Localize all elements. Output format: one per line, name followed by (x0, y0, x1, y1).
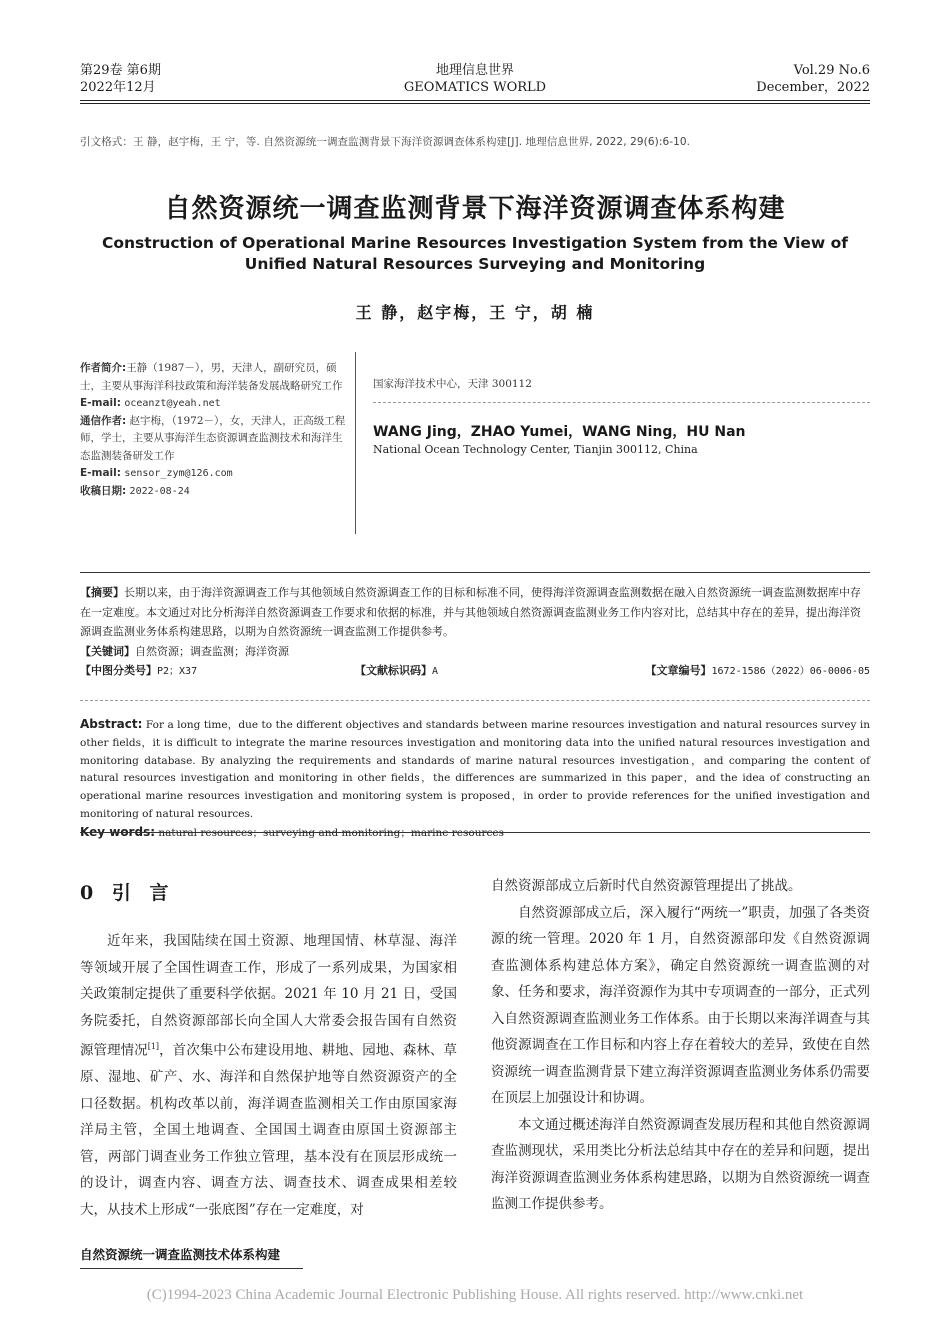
volume-issue: 第29卷 第6期 (80, 63, 161, 78)
authors-en: WANG Jing，ZHAO Yumei，WANG Ning，HU Nan (373, 424, 746, 440)
footer-section-label: 自然资源统一调查监测技术体系构建 (80, 1247, 281, 1262)
article-no-value: 1672-1586（2022）06-0006-05 (711, 666, 870, 677)
issue-date: 2022年12月 (80, 80, 156, 95)
keywords-en-row (80, 824, 870, 843)
body-column-right (491, 873, 870, 1218)
citation-format: 引文格式：王 静，赵宇梅，王 宁，等. 自然资源统一调查监测背景下海洋资源调查体系构建[J]. 地理信息世界, 2022, 29(6):6-10. (80, 136, 691, 148)
abstract-divider (80, 700, 870, 701)
keywords-cn: 自然资源；调查监测；海洋资源 (135, 644, 289, 658)
body-paragraph: 本文通过概述海洋自然资源调查发展历程和其他自然资源调查监测现状，采用类比分析法总结其中存在的差异和问题，提出海洋资源调查监测业务体系构建思路，以期为自然资源统一调查监测工作提供参考。 (491, 1116, 870, 1212)
clc-field (80, 661, 197, 682)
body-paragraph: 自然资源部成立后，深入履行“两统一”职责，加强了各类资源的统一管理。2020 年 1 月，自然资源部印发《自然资源调查监测体系构建总体方案》，确定自然资源统一调查监测的对象、任务和要求，海洋资源作为其中专项调查的一部分，正式列入自然资源调查监测业务工作体系。由于长期以来海洋调查与其他资源调查在工作目标和内容上存在着较大的差异，致使在自然资源统一调查监测背景下建立海洋资源调查监测业务体系仍需要在顶层上加强设计和协调。 (491, 904, 870, 1106)
journal-volume-info-en (756, 62, 870, 96)
article-no-label: 【文章编号】 (645, 664, 712, 677)
body-text: 近年来，我国陆续在国土资源、地理国情、林草湿、海洋等领域开展了全国性调查工作，形成了一系列成果，为国家相关政策制定提供了重要科学依据。2021 年 10 月 21 日，受国务院委托，自然资源部部长向全国人大常委会报告国有自然资源管理情况 (80, 933, 457, 1059)
section-heading: 0 引 言 (80, 882, 175, 904)
doc-code-field (355, 661, 438, 682)
corresponding-email[interactable]: sensor_zym@126.com (124, 468, 233, 479)
body-column-left (80, 928, 457, 1223)
keywords-en-label: Key words: (80, 824, 156, 839)
article-title-en: Construction of Operational Marine Resources Investigation System from the View of Unified Natural Resources Surveying and Monitoring (102, 234, 848, 273)
journal-name-cn: 地理信息世界 (435, 63, 514, 78)
keywords-cn-row (80, 642, 870, 662)
corresponding-text: 赵宇梅，（1972－），女，天津人，正高级工程师，学士，主要从事海洋生态资源调查监测技术和海洋生态监测装备研发工作 (80, 414, 346, 462)
reference-mark[interactable]: [1] (147, 1042, 160, 1051)
abstract-en-label: Abstract: (80, 717, 143, 731)
body-text: ，首次集中公布建设用地、耕地、园地、森林、草原、湿地、矿产、水、海洋和自然保护地等自然资源资产的全口径数据。机构改革以前，海洋调查监测相关工作由原国家海洋局主管，全国土地调查、全国国土调查由原国土资源部主管，两部门调查业务工作独立管理，基本没有在顶层形成统一的设计，调查内容、调查方法、调查技术、调查成果相差较大，从技术上形成“一张底图”存在一定难度，对 (80, 1042, 458, 1218)
cnki-watermark: (C)1994-2023 China Academic Journal Electronic Publishing House. All rights reserved. http://www.cnki.net (146, 1287, 804, 1303)
abstract-en-body (80, 716, 870, 824)
abstract-bottom-rule (80, 832, 870, 833)
clc-value: P2；X37 (157, 666, 198, 677)
doc-code-label: 【文献标识码】 (355, 664, 432, 677)
bio-label: 作者简介: (80, 362, 127, 374)
journal-name-en: GEOMATICS WORLD (403, 80, 547, 95)
author-info (80, 360, 348, 500)
authors-cn: 王 静，赵宇梅，王 宁，胡 楠 (355, 303, 595, 322)
volume-issue-en: Vol.29 No.6 (793, 63, 870, 78)
header-rule (80, 100, 870, 101)
body-paragraph: 自然资源部成立后新时代自然资源管理提出了挑战。 (491, 878, 802, 894)
journal-name (375, 62, 575, 96)
received-date: 2022-08-24 (129, 485, 190, 497)
header-rule-thin (80, 103, 870, 104)
issue-date-en: December，2022 (756, 80, 870, 95)
article-title-cn: 自然资源统一调查监测背景下海洋资源调查体系构建 (164, 194, 786, 224)
clc-label: 【中图分类号】 (80, 664, 157, 677)
article-no-field (646, 661, 870, 682)
abstract-cn-body (80, 583, 870, 642)
received-label: 收稿日期: (80, 484, 127, 497)
keywords-cn-label: 【关键词】 (80, 644, 135, 658)
abstract-cn-text: 长期以来，由于海洋资源调查工作与其他领域自然资源调查工作的目标和标准不同，使得海洋资源调查监测数据在融入自然资源统一调查监测数据库中存在一定难度。本文通过对比分析海洋自然资源调查工作要求和依据的标准，并与其他领域自然资源调查监测业务工作内容对比，总结其中存在的差异，提出海洋资源调查监测业务体系构建思路，以期为自然资源统一调查监测工作提供参考。 (80, 586, 861, 638)
body-paragraph (80, 928, 457, 1223)
classification-row (80, 661, 870, 681)
affiliation-divider (373, 402, 870, 403)
email2-label: E-mail: (80, 467, 121, 479)
journal-volume-info (80, 62, 161, 96)
abstract-cn (80, 583, 870, 681)
info-divider (355, 352, 356, 534)
email-label: E-mail: (80, 397, 121, 409)
abstract-en-text: For a long time，due to the different objectives and standards between marine resources investigation and natural resources survey in other fields，it is difficult to integrate the marine resources investigation and monitoring data into the unified natural resources investigation and monitoring database. By analyzing the requirements and standards of marine natural resources investigation，and comparing the content of natural resources investigation and monitoring in other fields，the differences are summarized in this paper，and the idea of constructing an operational marine resources investigation and monitoring system is proposed，in order to provide references for the unified investigation and monitoring of natural resources. (80, 719, 870, 820)
affiliation-cn: 国家海洋技术中心，天津 300112 (373, 378, 532, 390)
author-email[interactable]: oceanzt@yeah.net (124, 398, 221, 409)
abstract-cn-label: 【摘要】 (80, 586, 124, 599)
footer-rule (80, 1268, 303, 1269)
doc-code-value: A (432, 666, 439, 677)
corresponding-label: 通信作者: (80, 414, 127, 427)
bio-text: 王静（1987－），男，天津人，副研究员，硕士，主要从事海洋科技政策和海洋装备发展战略研究工作 (80, 362, 343, 392)
keywords-en: natural resources；surveying and monitoring；marine resources (158, 826, 504, 839)
abstract-top-rule (80, 572, 870, 573)
abstract-en (80, 716, 870, 843)
affiliation-en: National Ocean Technology Center, Tianjin 300112, China (373, 443, 698, 456)
